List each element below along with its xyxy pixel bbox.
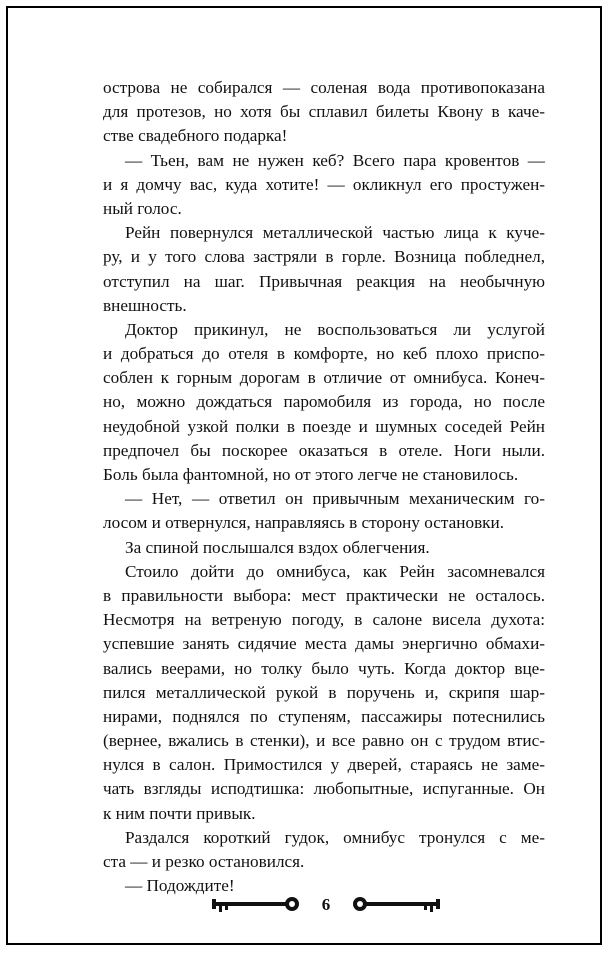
text-line: Рейн повернулся металлической частью лица к куче- bbox=[125, 223, 545, 243]
text-line: (вернее, вжались в стенки), и все равно он с трудом втис- bbox=[103, 731, 545, 751]
text-line: Боль была фантомной, но от этого легче не становилось. bbox=[103, 465, 519, 484]
text-line: вались веерами, но толку было чуть. Когда доктор вце- bbox=[103, 658, 545, 678]
text-line: За спиной послышался вздох облегчения. bbox=[125, 537, 430, 557]
text-line: нулся в салон. Примостился у дверей, стараясь не заме- bbox=[103, 755, 545, 775]
text-line: в правильности выбора: мест практически не осталось. bbox=[103, 585, 545, 605]
text-line: — Нет, — ответил он привычным механическим го- bbox=[125, 489, 545, 509]
text-line: отступил на шаг. Привычная реакция на необычную bbox=[103, 271, 545, 291]
text-line: и добраться до отеля в комфорте, но кеб плохо приспо- bbox=[103, 344, 545, 364]
text-line: Доктор прикинул, не воспользоваться ли услугой bbox=[125, 319, 545, 339]
text-line: чать взгляды исподтишка: любопытные, испуганные. Он bbox=[103, 779, 545, 799]
text-line: соблен к горным дорогам в отличие от омнибуса. Конеч- bbox=[103, 368, 545, 388]
text-line: для протезов, но хотя бы сплавил билеты Квону в каче- bbox=[103, 102, 545, 122]
text-line: стве свадебного подарка! bbox=[103, 126, 288, 146]
text-line: к ним почти привык. bbox=[103, 803, 256, 823]
text-line: Стоило дойти до омнибуса, как Рейн засомневался bbox=[125, 561, 545, 581]
text-line: но, можно дождаться паромобиля из города, но после bbox=[103, 392, 545, 412]
text-line: и я домчу вас, куда хотите! — окликнул его простужен- bbox=[103, 174, 545, 194]
text-line: успевшие занять сидячие места дамы энергично обмахи- bbox=[103, 634, 545, 654]
page-number: 6 bbox=[321, 895, 331, 914]
text-line: пился металлической рукой в поручень и, скрипя шар- bbox=[103, 682, 545, 702]
body-text bbox=[103, 76, 545, 898]
text-line: внешность. bbox=[103, 295, 187, 315]
text-line: нирами, поднялся по ступеням, пассажиры потеснились bbox=[103, 706, 545, 726]
text-line: — Тьен, вам не нужен кеб? Всего пара кровентов — bbox=[125, 150, 545, 170]
text-line: лосом и отвернулся, направляясь в сторону остановки. bbox=[103, 513, 505, 533]
text-line: Раздался короткий гудок, омнибус тронулся с ме- bbox=[125, 827, 545, 847]
text-line: ста — и резко остановился. bbox=[103, 852, 305, 871]
text-line: ный голос. bbox=[103, 198, 182, 218]
text-line: — Подождите! bbox=[125, 876, 235, 896]
text-line: Несмотря на ветреную погоду, в салоне висела духота: bbox=[103, 610, 545, 630]
text-line: предпочел бы поскорее оказаться в отеле. Ноги ныли. bbox=[103, 440, 545, 460]
text-line: неудобной узкой полки в поезде и шумных соседей Рейн bbox=[103, 416, 545, 436]
text-line: острова не собирался — соленая вода противопоказана bbox=[103, 78, 545, 97]
text-line: ру, и у того слова застряли в горле. Возница побледнел, bbox=[103, 247, 545, 267]
key-right-icon bbox=[350, 893, 442, 917]
page-footer bbox=[210, 893, 442, 917]
